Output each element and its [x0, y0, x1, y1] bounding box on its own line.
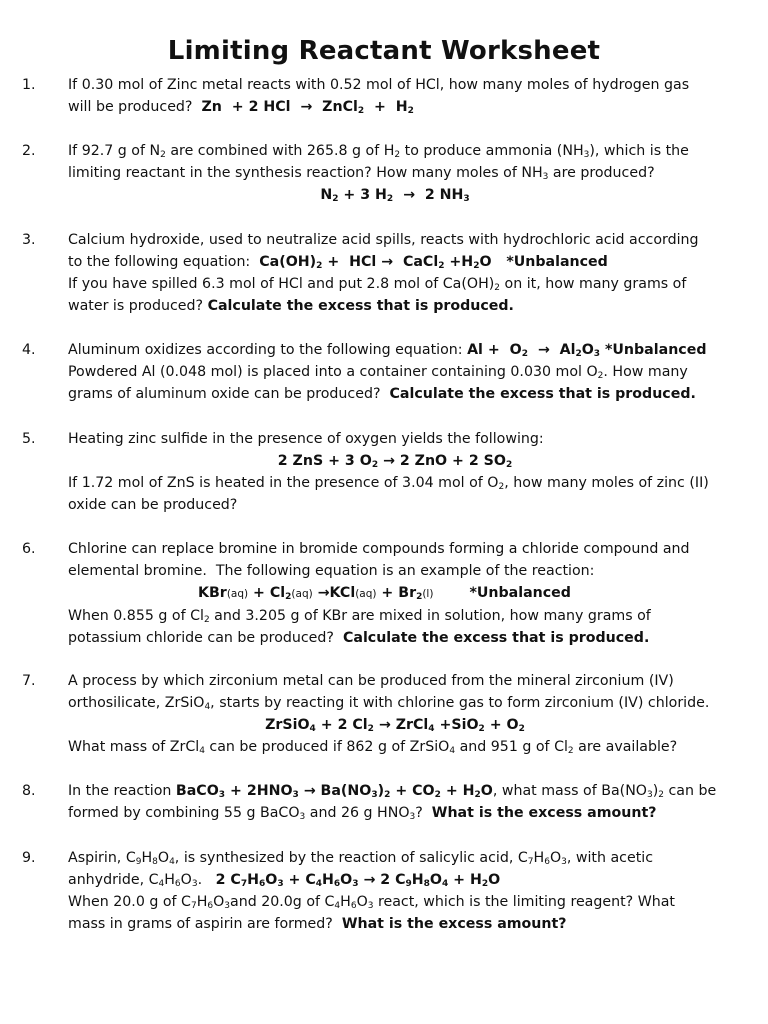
- question-text: If 92.7 g of $N_2$ are combined with 265.8 g of $H_2$ to produce ammonia $(NH_3)$, which is the limiting reactant in the synthesis reaction? How many moles of $NH_3$ are produced? $N_2 + 3$ $H_2 \to 2$ $NH_3$: [68, 143, 689, 204]
- question-text: A process by which zirconium metal can be produced from the mineral zirconium (IV) orthosilicate, ZrSiO$_4$, starts by reacting it with chlorine gas to form zirconium (IV) chloride. ZrSiO$_4$ + 2 $Cl_2$ → ZrCl$_4$ $+SiO_2 + O_2$ What mass of ZrCl$_4$ can be produced if 862 g of ZrSiO$_4$ and 951 g of $Cl_2$ are available?: [68, 673, 710, 756]
- question-text: If 0.30 mol of Zinc metal reacts with 0.52 mol of HCl, how many moles of hydrogen gas will be produced? Zn + 2 HCl → ZnCl$_2$ + $H_2$: [68, 77, 690, 116]
- question-text: Aspirin, $C_9H_8O_4$, is synthesized by the reaction of salicylic acid, $C_7H_6O_3$, with acetic anhydride, $C_4H_6O_3$. 2 $C_7H_6O_3 + C_4H_6O_3 \to 2$ $C_9H_8O_4 + H_2O$ When 20.0 g of $C_7H_6O_3and$ 20.0g of $C_4H_6O_3$ react, which is the limiting reagent? What mass in grams of aspirin are formed? What is the excess amount?: [68, 850, 675, 932]
- question-number: 3.: [22, 232, 36, 248]
- question-4: [22, 339, 722, 405]
- question-number: 8.: [22, 783, 36, 799]
- page-title: Limiting Reactant Worksheet: [167, 36, 601, 66]
- question-text: Chlorine can replace bromine in bromide compounds forming a chloride compound and elemental bromine. The following equation is an example of the reaction: $KBr(aq) + Cl_2(aq) \to KCl(aq) + Br_2(l)$ *Unbalanced When 0.855 g of $Cl_2$ and 3.205 g of KBr are mixed in solution, how many grams of potassium chloride can be produced? Calculate the excess that is produced.: [68, 541, 690, 646]
- question-7: [22, 670, 722, 758]
- question-number: 9.: [22, 850, 36, 866]
- question-2: [22, 140, 722, 206]
- question-number: 4.: [22, 342, 36, 358]
- question-text: Aluminum oxidizes according to the following equation: $Al + O_2 \to Al_2O_3$ *Unbalanced Powdered Al (0.048 mol) is placed into a container containing 0.030 mol $O_2$. How many grams of aluminum oxide can be produced? Calculate the excess that is produced.: [68, 342, 707, 402]
- question-text: Calcium hydroxide, used to neutralize acid spills, reacts with hydrochloric acid according to the following equation: $Ca(OH)_2$ + HCl → CaCl$_2$ $+H_2O$ *Unbalanced If you have spilled 6.3 mol of HCl and put 2.8 mol of $Ca(OH)_2$ on it, how many grams of water is produced? Calculate the excess that is produced.: [68, 232, 699, 314]
- question-3: [22, 229, 722, 317]
- question-number: 7.: [22, 673, 36, 689]
- question-5: [22, 428, 722, 516]
- question-9: [22, 847, 722, 935]
- question-number: 1.: [22, 77, 36, 93]
- question-number: 2.: [22, 143, 36, 159]
- question-text: Heating zinc sulfide in the presence of oxygen yields the following: 2 ZnS + 3 $O_2 \to 2$ ZnO + 2 $SO_2$ If 1.72 mol of ZnS is heated in the presence of 3.04 mol of $O_2$, how many moles of zinc (II) oxide can be produced?: [68, 431, 709, 513]
- question-number: 6.: [22, 541, 36, 557]
- question-number: 5.: [22, 431, 36, 447]
- question-1: [22, 74, 722, 118]
- question-8: [22, 780, 722, 824]
- question-text: In the reaction BaCO$_3$ + $2HNO_3 \to Ba(NO_3)_2 + CO_2 + H_2O$, what mass of $Ba(NO_3)_2$ can be formed by combining 55 g BaCO$_3$ and 26 g $HNO_3$? What is the excess amount?: [68, 783, 717, 822]
- question-6: [22, 538, 722, 649]
